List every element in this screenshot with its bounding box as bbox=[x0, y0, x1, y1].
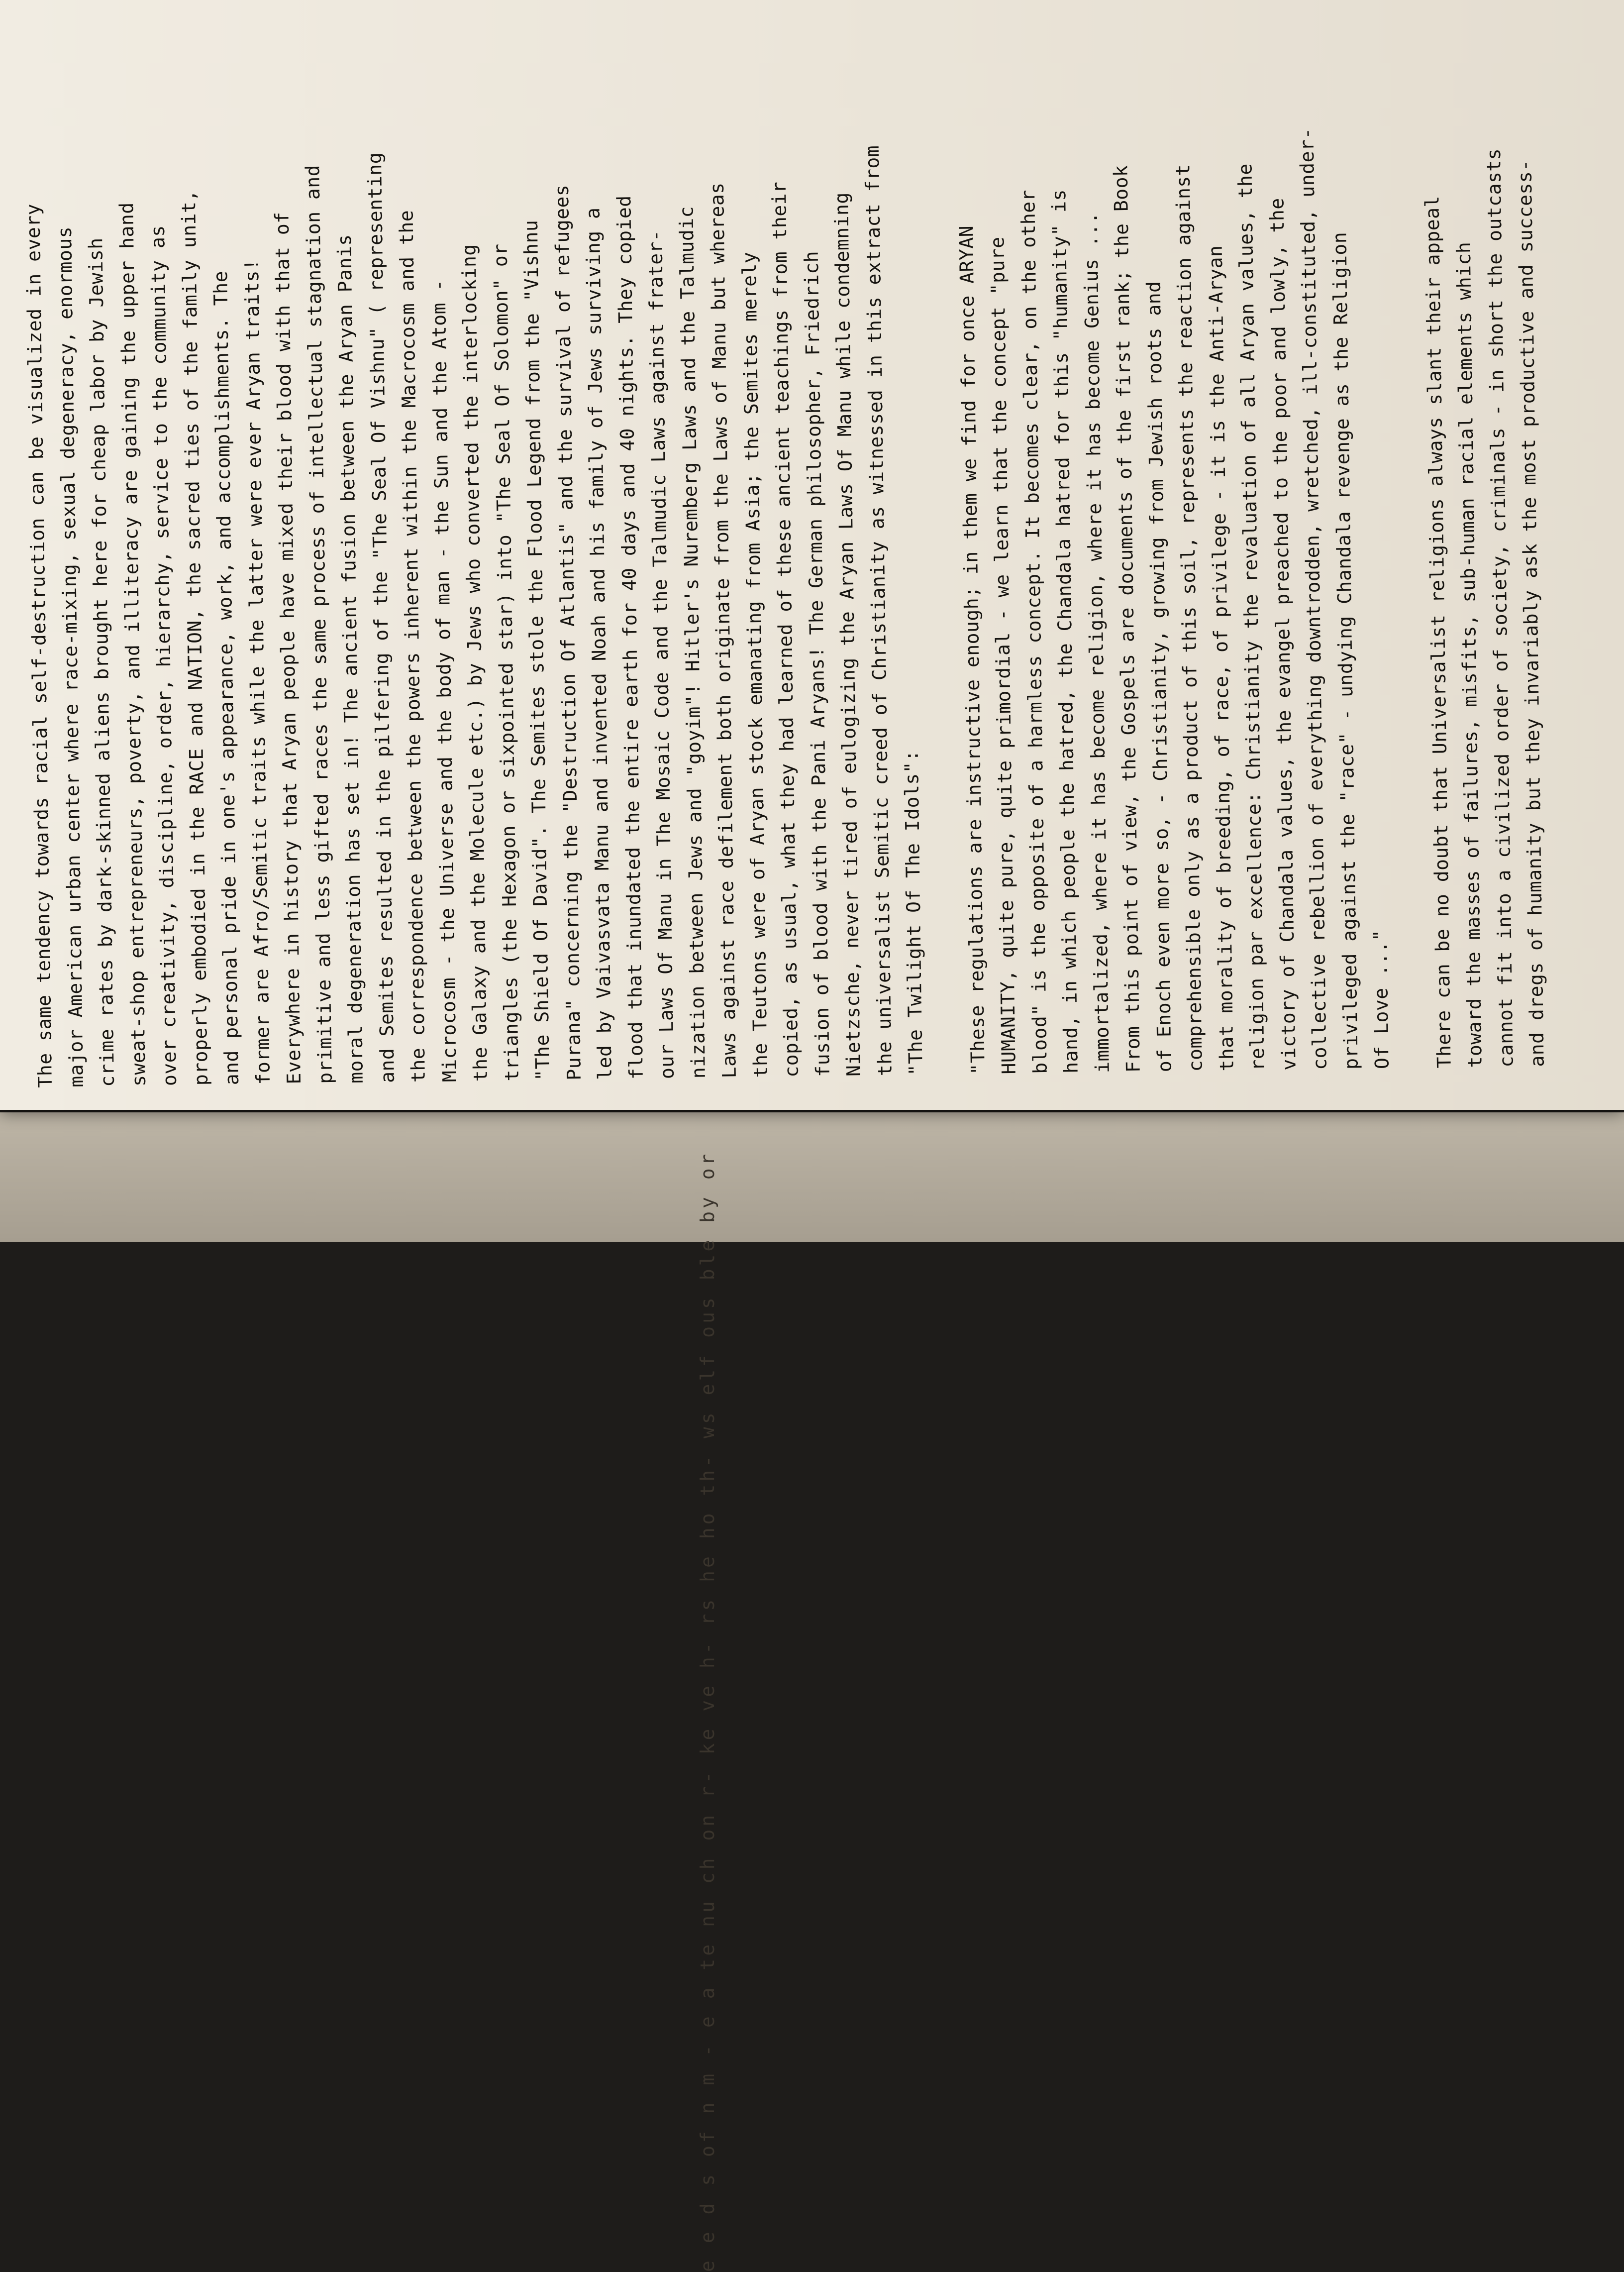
book-page bbox=[0, 0, 1624, 1110]
paragraph-nietzsche-quote: "These regulations are instructive enough; in them we find for once ARYAN HUMANITY, quite pure, quite primordial - we learn that the concept "pure blood" is the opposite of a harmless concept. It becomes clear, on the other hand, in which people the hatred, the Chandala hatred for this "humanity" is immortalized, where it has become religion, where it has become Genius ... From this point of view, the Gospels are documents of the first rank; the Book of Enoch even more so, - Christianity, growing from Jewish roots and comprehensible only as a product of this soil, represents the reaction against that morality of breeding, of race, of privilege - it is the Anti-Aryan religion par excellence: Christianity the revaluation of all Aryan values, the victory of Chandala values, the evangel preached to the poor and lowly, the collective rebellion of everything downtrodden, wretched, ill-constituted, under- privileged against the "race" - undying Chandala revenge as the Religion Of Love ..." bbox=[955, 127, 1393, 1075]
facing-page-margin-text: e e d s of n m - e a te nu ch on r- ke ve h- rs he ho th- ws elf ous ble by or bbox=[697, 1151, 718, 2272]
paragraph-universalist-religions: There can be no doubt that Universalist religions always slant their appeal toward the masses of failures, misfits, sub-human racial elements which cannot fit into a civilized order of society, criminals - in short the outcasts and dregs of humanity but they invariably ask the most productive and success- bbox=[1421, 148, 1548, 1069]
facing-page bbox=[0, 1112, 1624, 2272]
paragraph-self-destruction: The same tendency towards racial self-destruction can be visualized in every major American urban center where race-mixing, sexual degeneracy, enormous crime rates by dark-skinned aliens brought here for cheap labor by Jewish sweat-shop entrepreneurs, poverty, and illiteracy are gaining the upper hand over creativity, discipline, order, hierarchy, service to the community as properly embodied in the RACE and NATION, the sacred ties of the family unit, and personal pride in one's appearance, work, and accomplishments. The former are Afro/Semitic traits while the latter were ever Aryan traits! Everywhere in history that Aryan people have mixed their blood with that of primitive and less gifted races the same process of intellectual stagnation and moral degeneration has set in! The ancient fusion between the Aryan Panis and Semites resulted in the pilfering of the "The Seal Of Vishnu" ( representing the correspondence between the powers inherent within the Macrocosm and the Microcosm - the Universe and the body of man - the Sun and the Atom - the Galaxy and the Molecule etc.) by Jews who converted the interlocking triangles (the Hexagon or sixpointed star) into "The Seal Of Solomon" or "The Shield Of David". The Semites stole the Flood Legend from the "Vishnu Purana" concerning the "Destruction Of Atlantis" and the survival of refugees led by Vaivasvata Manu and invented Noah and his family of Jews surviving a flood that inundated the entire earth for 40 days and 40 nights. They copied our Laws Of Manu in The Mosaic Code and the Talmudic Laws against frater- nization between Jews and "goyim"! Hitler's Nuremberg Laws and the Talmudic Laws against race defilement both originate from the Laws of Manu but whereas the Teutons were of Aryan stock emanating from Asia; the Semites merely copied, as usual, what they had learned of these ancient teachings from their fusion of blood with the Pani Aryans! The German philosopher, Friedrich Nietzsche, never tired of eulogizing the Aryan Laws Of Manu while condemning the universalist Semitic creed of Christianity as witnessed in this extract from "The Twilight Of The Idols": bbox=[22, 145, 927, 1088]
page-text-body bbox=[15, 25, 1548, 1088]
